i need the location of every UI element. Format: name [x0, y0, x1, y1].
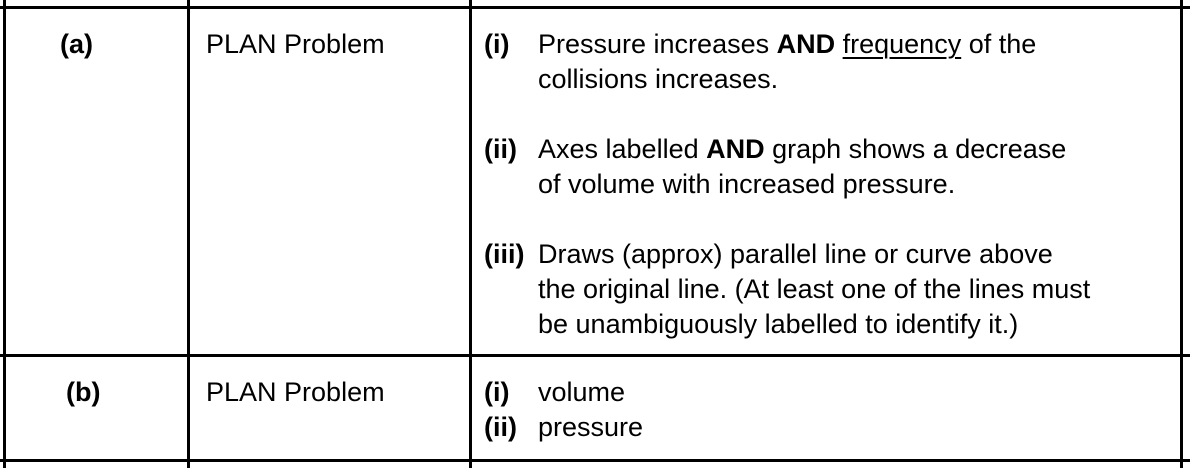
criterion-line: volume [538, 377, 626, 407]
criterion-line: be unambiguously labelled to identify it.) [538, 309, 1019, 339]
column-border-left [3, 0, 6, 468]
row-divider [0, 354, 1190, 357]
criterion-line: collisions increases. [538, 64, 779, 94]
criterion-number: (ii) [484, 412, 517, 442]
category-b: PLAN Problem [206, 377, 385, 407]
underlined-frequency: frequency [842, 29, 962, 59]
criterion-text [538, 410, 1178, 445]
criterion-line [538, 132, 1178, 167]
criterion-line: pressure [538, 412, 644, 442]
criterion-number: (i) [484, 377, 510, 407]
criterion-number: (iii) [484, 239, 525, 269]
text-run: Axes labelled [538, 134, 707, 164]
criterion-text [538, 375, 1178, 410]
criterion-line [538, 27, 1178, 62]
criterion-line: of volume with increased pressure. [538, 169, 956, 199]
emphasis-and: AND [706, 134, 765, 164]
part-label-a: (a) [60, 29, 93, 59]
column-divider-2 [469, 0, 472, 468]
table-border-bottom [0, 459, 1190, 462]
column-border-right [1180, 0, 1183, 468]
criterion-number: (i) [484, 29, 510, 59]
text-run: graph shows a decrease [764, 134, 1067, 164]
criterion-line: the original line. (At least one of the lines must [538, 274, 1091, 304]
criterion-text [538, 132, 1178, 202]
text-run [835, 29, 843, 59]
criterion-text [538, 27, 1178, 97]
text-run: of the [961, 29, 1037, 59]
text-run: Pressure increases [538, 29, 777, 59]
column-divider-1 [187, 0, 190, 468]
category-a: PLAN Problem [206, 29, 385, 59]
criterion-number: (ii) [484, 134, 517, 164]
table-border-top [0, 6, 1190, 9]
criterion-text [538, 237, 1178, 342]
emphasis-and: AND [776, 29, 836, 59]
criterion-line: Draws (approx) parallel line or curve above [538, 239, 1053, 269]
part-label-b: (b) [66, 377, 101, 407]
